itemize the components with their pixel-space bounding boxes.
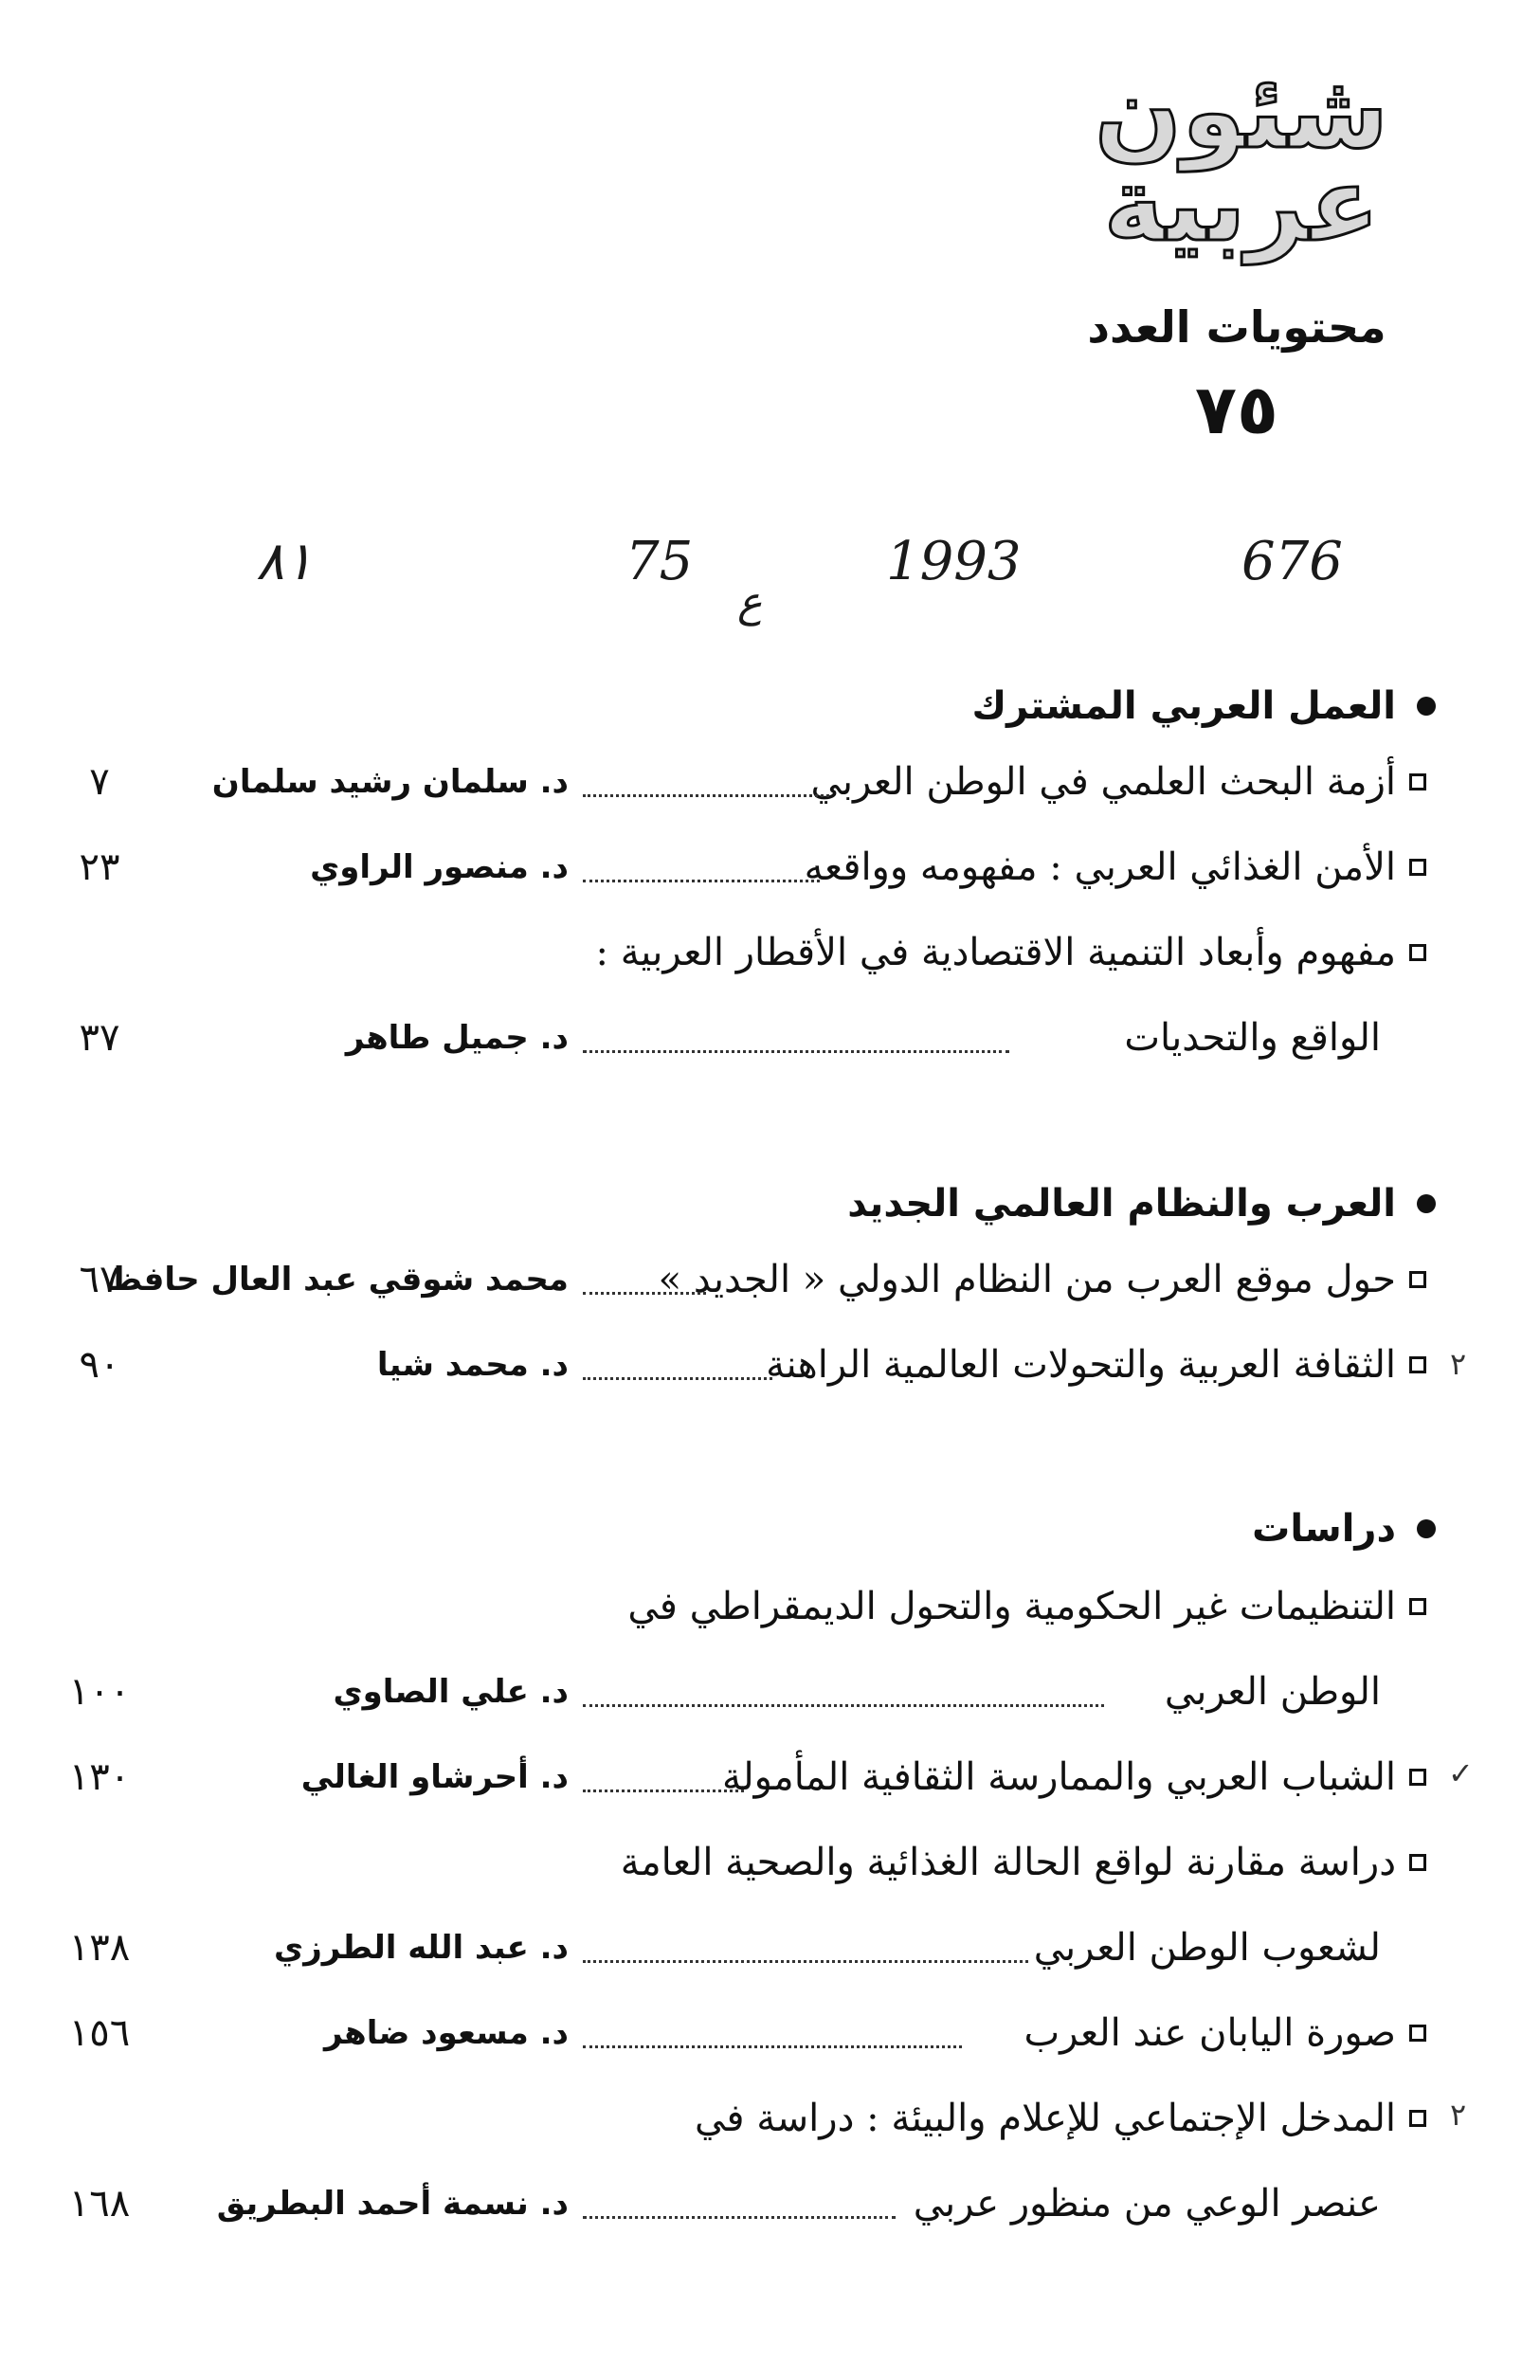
entry-title-text: حول موقع العرب من النظام الدولي « الجديد » — [658, 1258, 1396, 1301]
entry-page: ٢٣ — [79, 845, 120, 889]
toc-entry[interactable] — [28, 1735, 1426, 1820]
entry-page: ١٣٠ — [68, 1755, 131, 1799]
bullet-icon — [1417, 1519, 1436, 1538]
toc-entry-continuation[interactable] — [28, 995, 1426, 1081]
entry-title — [805, 825, 1426, 910]
handwritten-accession: ٨١ — [256, 531, 314, 592]
section-heading — [1252, 1496, 1436, 1562]
checkbox-icon — [1409, 1854, 1426, 1871]
entry-title-text: دراسة مقارنة لواقع الحالة الغذائية والصحية العامة — [620, 1841, 1396, 1884]
leader-dots — [583, 1377, 772, 1380]
margin-mark: ✓ — [1448, 1755, 1474, 1791]
toc-entry[interactable] — [28, 1237, 1426, 1322]
magazine-logo — [1094, 52, 1389, 264]
checkbox-icon — [1409, 944, 1426, 961]
entry-author: د. سلمان رشيد سلمان — [211, 763, 569, 801]
entry-title-text: المدخل الإجتماعي للإعلام والبيئة : دراسة في — [695, 2097, 1396, 2140]
handwritten-issue-mark: ع — [737, 578, 763, 627]
section-heading-text: دراسات — [1252, 1507, 1396, 1551]
entry-page: ١٥٦ — [68, 2011, 131, 2055]
entry-title-text: التنظيمات غير الحكومية والتحول الديمقراطي في — [627, 1585, 1396, 1628]
entry-author: د. مسعود ضاهر — [324, 2014, 569, 2052]
handwritten-year: 1993 — [886, 531, 1022, 592]
entry-title — [766, 1322, 1426, 1408]
leader-dots — [583, 794, 829, 797]
toc-entry-continuation[interactable] — [28, 1905, 1426, 1990]
section-heading-text: العرب والنظام العالمي الجديد — [847, 1182, 1396, 1226]
entry-page: ٩٠ — [79, 1343, 120, 1387]
entry-title — [596, 910, 1426, 995]
entry-page: ٦٧ — [79, 1258, 120, 1301]
entry-author: د. جميل طاهر — [345, 1019, 569, 1057]
entry-author: د. علي الصاوي — [333, 1673, 569, 1711]
leader-dots — [583, 880, 820, 882]
entry-title-text: أزمة البحث العلمي في الوطن العربي — [810, 760, 1396, 804]
entry-author: د. نسمة أحمد البطريق — [216, 2185, 569, 2223]
toc-entry[interactable] — [28, 739, 1426, 825]
entry-title — [722, 1735, 1426, 1820]
issue-number: ٧٥ — [1195, 370, 1278, 449]
entry-title — [1024, 1990, 1426, 2076]
leader-dots — [583, 2045, 962, 2048]
entry-title — [659, 1237, 1426, 1322]
checkbox-icon — [1409, 2025, 1426, 2042]
entry-title-continued: عنصر الوعي من منظور عربي — [913, 2182, 1381, 2226]
entry-title — [811, 739, 1427, 825]
leader-dots — [583, 1050, 1009, 1053]
handwritten-issue: 75 — [625, 531, 694, 592]
entry-title-continued: لشعوب الوطن العربي — [1033, 1926, 1381, 1970]
entry-title-text: مفهوم وأبعاد التنمية الاقتصادية في الأقطار العربية : — [595, 931, 1396, 974]
entry-author: د. منصور الراوي — [310, 848, 569, 886]
checkbox-icon — [1409, 859, 1426, 876]
leader-dots — [583, 1960, 1028, 1963]
entry-page: ١٦٨ — [68, 2182, 131, 2226]
toc-entry[interactable] — [28, 2076, 1426, 2161]
toc-entry-continuation[interactable] — [28, 2161, 1426, 2246]
leader-dots — [583, 1790, 744, 1792]
entry-page: ١٣٨ — [68, 1926, 131, 1970]
entry-page: ٧ — [89, 760, 110, 804]
entry-title-continued: الواقع والتحديات — [1124, 1016, 1381, 1060]
logo-line-1: شئون — [1094, 52, 1389, 172]
entry-title — [695, 2076, 1426, 2161]
handwritten-call-number: 676 — [1241, 531, 1343, 592]
toc-entry[interactable] — [28, 1322, 1426, 1408]
entry-author: د. عبد الله الطرزي — [274, 1929, 569, 1967]
toc-entry[interactable] — [28, 1564, 1426, 1649]
entry-author: د. محمد شيا — [376, 1346, 569, 1384]
contents-title: محتويات العدد — [1087, 301, 1386, 353]
entry-title — [621, 1820, 1426, 1905]
entry-title-text: الثقافة العربية والتحولات العالمية الراهنة — [766, 1343, 1396, 1387]
leader-dots — [583, 1704, 1104, 1707]
entry-title-continued: الوطن العربي — [1164, 1670, 1381, 1714]
section-heading — [972, 673, 1436, 739]
margin-mark: ٢ — [1450, 2097, 1467, 2133]
toc-entry[interactable] — [28, 1990, 1426, 2076]
checkbox-icon — [1409, 2110, 1426, 2127]
entry-page: ٣٧ — [79, 1016, 120, 1060]
entry-title — [627, 1564, 1426, 1649]
logo-line-2: عربية — [1103, 145, 1380, 264]
margin-mark: ٢ — [1450, 1346, 1467, 1382]
toc-entry-continuation[interactable] — [28, 1649, 1426, 1735]
checkbox-icon — [1409, 1598, 1426, 1615]
toc-entry[interactable] — [28, 910, 1426, 995]
entry-title-text: صورة اليابان عند العرب — [1024, 2011, 1396, 2055]
checkbox-icon — [1409, 773, 1426, 790]
bullet-icon — [1417, 697, 1436, 716]
entry-title-text: الأمن الغذائي العربي : مفهومه وواقعه — [804, 845, 1396, 889]
section-heading — [847, 1171, 1436, 1237]
section-heading-text: العمل العربي المشترك — [971, 684, 1396, 728]
entry-title-text: الشباب العربي والممارسة الثقافية المأمولة — [722, 1755, 1396, 1799]
leader-dots — [583, 2216, 896, 2219]
bullet-icon — [1417, 1194, 1436, 1213]
leader-dots — [583, 1292, 706, 1295]
entry-author: محمد شوقي عبد العال حافظ — [108, 1261, 569, 1299]
checkbox-icon — [1409, 1271, 1426, 1288]
toc-entry[interactable] — [28, 825, 1426, 910]
entry-author: د. أحرشاو الغالي — [300, 1758, 569, 1796]
checkbox-icon — [1409, 1356, 1426, 1373]
toc-entry[interactable] — [28, 1820, 1426, 1905]
checkbox-icon — [1409, 1769, 1426, 1786]
entry-page: ١٠٠ — [68, 1670, 131, 1714]
